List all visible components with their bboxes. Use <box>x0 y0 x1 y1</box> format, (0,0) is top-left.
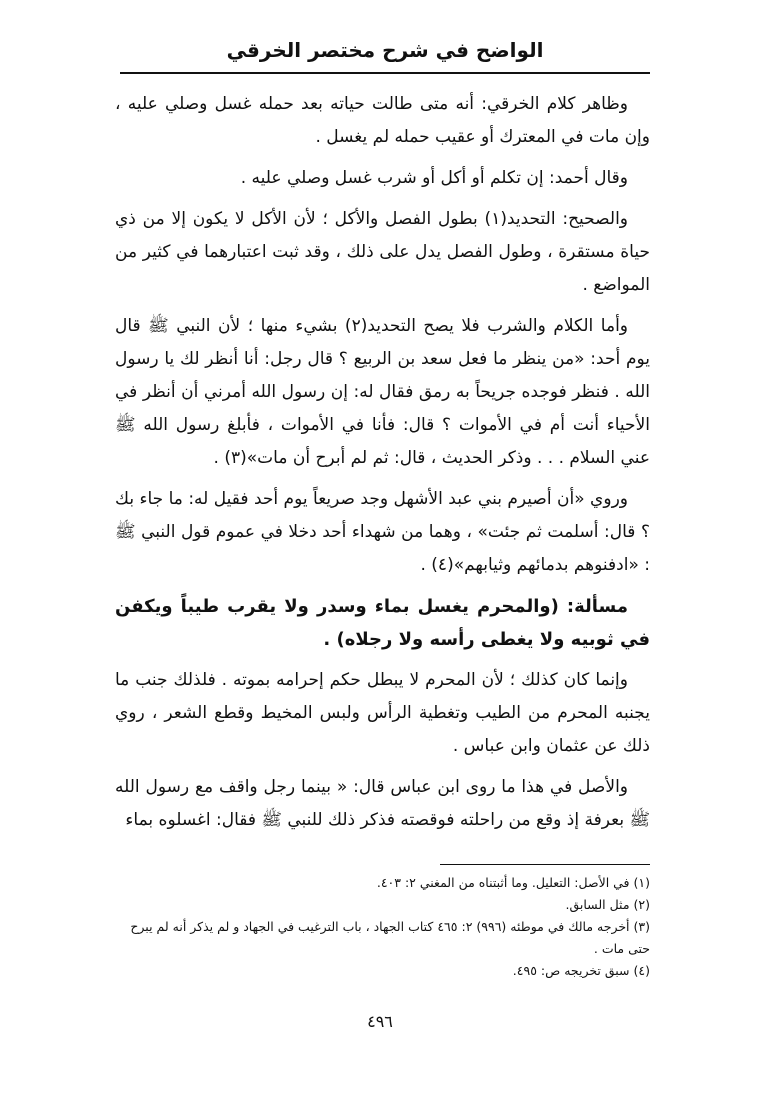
running-header: الواضح في شرح مختصر الخرقي <box>120 38 650 74</box>
main-text <box>115 88 650 845</box>
footnote: (٤) سبق تخريجه ص: ٤٩٥. <box>512 963 650 978</box>
page-number: ٤٩٦ <box>367 1012 393 1031</box>
paragraph: وأما الكلام والشرب فلا يصح التحديد(٢) بشيء منها ؛ لأن النبي ﷺ قال يوم أحد: «من ينظر ما فعل سعد بن الربيع ؟ قال رجل: أنا أنظر لك يا رسول الله . فنظر فوجده جريحاً به رمق فقال له: إن رسول الله أمرني أن أنظر في الأحياء أنت أم في الأموات ؟ قال: فأنا في الأموات ، فأبلغ رسول الله ﷺ عني السلام . . . وذكر الحديث ، قال: ثم لم أبرح أن مات»(٣) . <box>115 316 650 468</box>
footnote: (٣) أخرجه مالك في موطئه (٩٩٦) ٢: ٤٦٥ كتاب الجهاد ، باب الترغيب في الجهاد و لم يذكر أنه لم يبرح حتى مات . <box>130 919 650 956</box>
footnote-divider <box>440 864 650 865</box>
paragraph: وروي «أن أصيرم بني عبد الأشهل وجد صريعاً يوم أحد فقيل له: ما جاء بك ؟ قال: أسلمت ثم جئت» ، وهما من شهداء أحد دخلا في عموم قول النبي ﷺ : «ادفنوهم بدمائهم وثيابهم»(٤) . <box>115 489 650 575</box>
masala-heading: مسألة: (والمحرم يغسل بماء وسدر ولا يقرب طيباً ويكفن في ثوبيه ولا يغطى رأسه ولا رجلاه) . <box>115 596 650 650</box>
paragraph: وظاهر كلام الخرقي: أنه متى طالت حياته بعد حمله غسل وصلي عليه ، وإن مات في المعترك أو عقيب حمله لم يغسل . <box>115 94 650 147</box>
paragraph: والأصل في هذا ما روى ابن عباس قال: « بينما رجل واقف مع رسول الله ﷺ بعرفة إذ وقع من راحلته فوقصته فذكر ذلك للنبي ﷺ فقال: اغسلوه بماء <box>115 777 650 830</box>
paragraph: والصحيح: التحديد(١) بطول الفصل والأكل ؛ لأن الأكل لا يكون إلا من ذي حياة مستقرة ، وطول الفصل يدل على ذلك ، وقد ثبت اعتبارهما في كثير من المواضع . <box>115 209 650 295</box>
paragraph: وإنما كان كذلك ؛ لأن المحرم لا يبطل حكم إحرامه بموته . فلذلك جنب ما يجنبه المحرم من الطيب وتغطية الرأس ولبس المخيط وقطع الشعر ، روي ذلك عن عثمان وابن عباس . <box>115 670 650 756</box>
footnotes <box>115 872 650 982</box>
footnote: (١) في الأصل: التعليل. وما أثبتناه من المغني ٢: ٤٠٣. <box>376 875 650 890</box>
footnote: (٢) مثل السابق. <box>565 897 650 912</box>
paragraph: وقال أحمد: إن تكلم أو أكل أو شرب غسل وصلي عليه . <box>240 168 628 188</box>
